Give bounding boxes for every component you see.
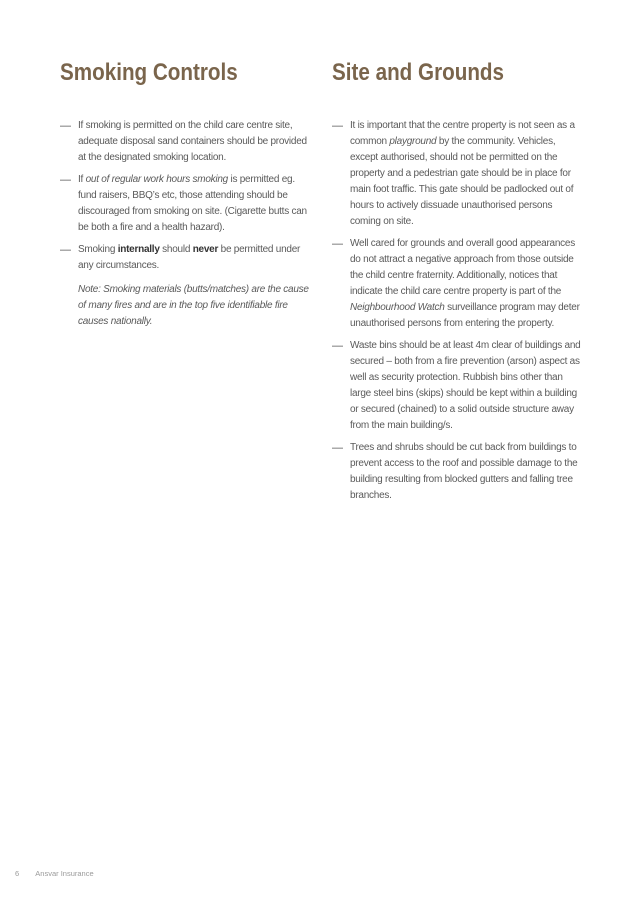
list-item	[332, 236, 582, 332]
text-run: If	[78, 174, 86, 185]
bullet-dash: —	[332, 442, 343, 454]
bullet-dash: —	[332, 238, 343, 250]
item-note: Note: Smoking materials (butts/matches) are the cause of many fires and are in the top five identifiable fire causes nationally.	[78, 284, 309, 327]
list-item	[60, 172, 310, 236]
text-run: If smoking is permitted on the child care centre site, adequate disposal sand containers should be provided at the designated smoking location.	[78, 120, 307, 163]
text-run: Smoking	[78, 244, 118, 255]
section-heading-smoking-controls: Smoking Controls	[60, 59, 238, 86]
item-text	[350, 236, 582, 332]
italic-text-run: out of regular work hours smoking	[85, 174, 228, 185]
section-heading-site-and-grounds: Site and Grounds	[332, 59, 505, 86]
bold-text-run: never	[192, 244, 219, 255]
list-item	[332, 338, 582, 434]
text-run: surveillance program may deter unauthorised persons from entering the property.	[350, 302, 580, 329]
list-item	[60, 242, 310, 330]
publisher-name: Ansvar Insurance	[35, 869, 94, 878]
item-text	[78, 172, 310, 236]
page-number: 6	[15, 869, 20, 878]
text-run: Waste bins should be at least 4m clear of buildings and secured – both from a fire prevention (arson) aspect as well as security protection. Rubbish bins other than large steel bins (skips) should be kept within a building or secured (chained) to a solid outside structure away from the main building/s.	[350, 340, 581, 431]
bullet-dash: —	[60, 120, 71, 132]
list-item	[332, 440, 582, 504]
text-run: should	[159, 244, 193, 255]
item-text	[78, 118, 310, 166]
item-text	[350, 118, 582, 230]
text-run: be permitted under any circumstances.	[78, 244, 301, 271]
list-item	[60, 118, 310, 166]
text-run: Trees and shrubs should be cut back from buildings to prevent access to the roof and possible damage to the building resulting from blocked gutters and falling tree branches.	[350, 442, 578, 501]
bullet-dash: —	[332, 120, 343, 132]
bullet-dash: —	[60, 244, 71, 256]
page-footer	[15, 869, 94, 878]
text-run: by the community. Vehicles, except authorised, should not be permitted on the property and a pedestrian gate should be in place for main foot traffic. This gate should be padlocked out of hours to actively dissuade unauthorised persons coming on site.	[350, 136, 574, 227]
bullet-dash: —	[332, 340, 343, 352]
italic-text-run: playground	[389, 136, 437, 147]
italic-text-run: Neighbourhood Watch	[350, 302, 445, 313]
bold-text-run: internally	[117, 244, 160, 255]
bullet-dash: —	[60, 174, 71, 186]
smoking-controls-list	[60, 118, 310, 336]
item-text	[350, 338, 582, 434]
list-item	[332, 118, 582, 230]
item-text	[78, 242, 310, 274]
site-and-grounds-list	[332, 118, 582, 510]
text-run: It is important that the centre property is not seen as a common	[350, 120, 575, 147]
text-run: Well cared for grounds and overall good appearances do not attract a negative approach from those outside the child centre fraternity. Additionally, notices that indicate the child care centre property is part of the	[350, 238, 575, 297]
text-run: is permitted eg. fund raisers, BBQ’s etc, those attending should be discouraged from smoking on site. (Cigarette butts can be both a fire and a health hazard).	[78, 174, 307, 233]
item-text	[350, 440, 582, 504]
